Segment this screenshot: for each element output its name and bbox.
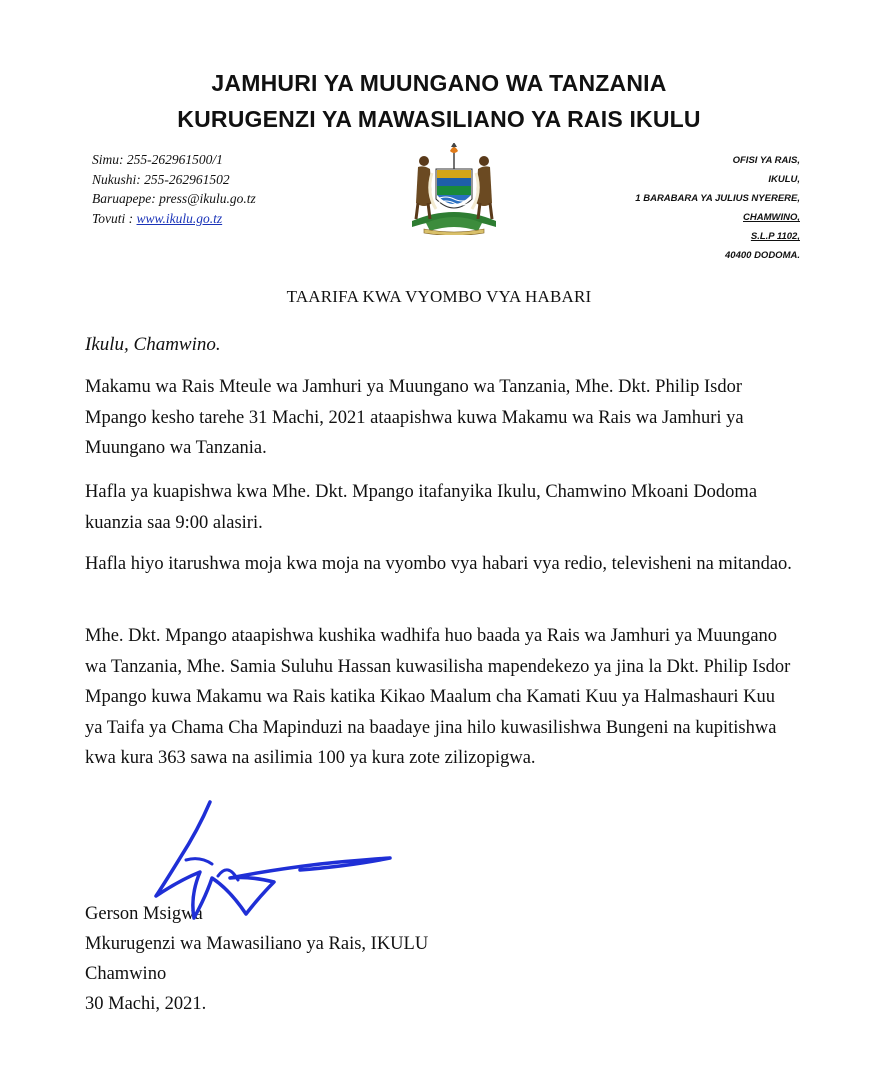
address-line-6: 40400 DODOMA. xyxy=(725,250,800,261)
contact-email: Baruapepe: press@ikulu.go.tz xyxy=(92,191,256,206)
signoff-location: Chamwino xyxy=(85,964,167,984)
paragraph-text: Makamu wa Rais Mteule wa Jamhuri ya Muungano wa Tanzania, Mhe. Dkt. Philip Isdor Mpango kesho tarehe 31 Machi, 2021 ataapishwa kuwa Makamu wa Rais wa Jamhuri ya Muungano wa Tanzania. xyxy=(85,377,744,458)
document-title: TAARIFA KWA VYOMBO VYA HABARI xyxy=(286,287,592,306)
address-line-1: OFISI YA RAIS, xyxy=(732,155,800,166)
paragraph-text: Hafla ya kuapishwa kwa Mhe. Dkt. Mpango itafanyika Ikulu, Chamwino Mkoani Dodoma kuanzia saa 9:00 alasiri. xyxy=(85,482,758,533)
contact-website-link[interactable]: www.ikulu.go.tz xyxy=(136,210,223,226)
letterhead-title-2: KURUGENZI YA MAWASILIANO YA RAIS IKULU xyxy=(177,106,701,132)
address-line-3: 1 BARABARA YA JULIUS NYERERE, xyxy=(635,193,800,204)
paragraph-1 xyxy=(85,372,797,464)
contact-website-row xyxy=(92,209,256,229)
paragraph-4 xyxy=(85,621,797,774)
place-line: Ikulu, Chamwino. xyxy=(85,334,221,355)
coat-of-arms-icon xyxy=(406,143,502,235)
signatory-position: Mkurugenzi wa Mawasiliano ya Rais, IKULU xyxy=(85,934,429,954)
paragraph-2 xyxy=(85,477,797,538)
signoff-date: 30 Machi, 2021. xyxy=(85,994,207,1014)
address-line-5: S.L.P 1102, xyxy=(750,231,800,242)
contact-phone: Simu: 255-262961500/1 xyxy=(92,152,223,167)
signatory-name: Gerson Msigwa xyxy=(85,904,203,924)
contact-fax: Nukushi: 255-262961502 xyxy=(92,171,230,187)
office-address xyxy=(635,151,800,265)
paragraph-text: Mhe. Dkt. Mpango ataapishwa kushika wadhifa huo baada ya Rais wa Jamhuri ya Muungano wa Tanzania, Mhe. Samia Suluhu Hassan kuwasilisha mapendekezo ya jina la Dkt. Philip Isdor Mpango kuwa Makamu wa Rais katika Kikao Maalum cha Kamati Kuu ya Halmashauri Kuu ya Taifa ya Chama Cha Mapinduzi na baadaye jina hilo kuwasilishwa Bungeni na kupitishwa kwa kura 363 sawa na asilimia 100 ya kura zote zilizopigwa. xyxy=(85,626,791,768)
paragraph-3 xyxy=(85,549,797,580)
address-line-2: IKULU, xyxy=(768,174,800,185)
address-line-4: CHAMWINO, xyxy=(743,212,800,223)
letterhead-title-1: JAMHURI YA MUUNGANO WA TANZANIA xyxy=(211,70,667,96)
contact-website-label: Tovuti : xyxy=(92,210,137,226)
paragraph-text: Hafla hiyo itarushwa moja kwa moja na vyombo vya habari vya redio, televisheni na mitandao. xyxy=(85,554,792,574)
handwritten-signature-icon xyxy=(150,800,400,930)
contact-block xyxy=(92,150,256,228)
